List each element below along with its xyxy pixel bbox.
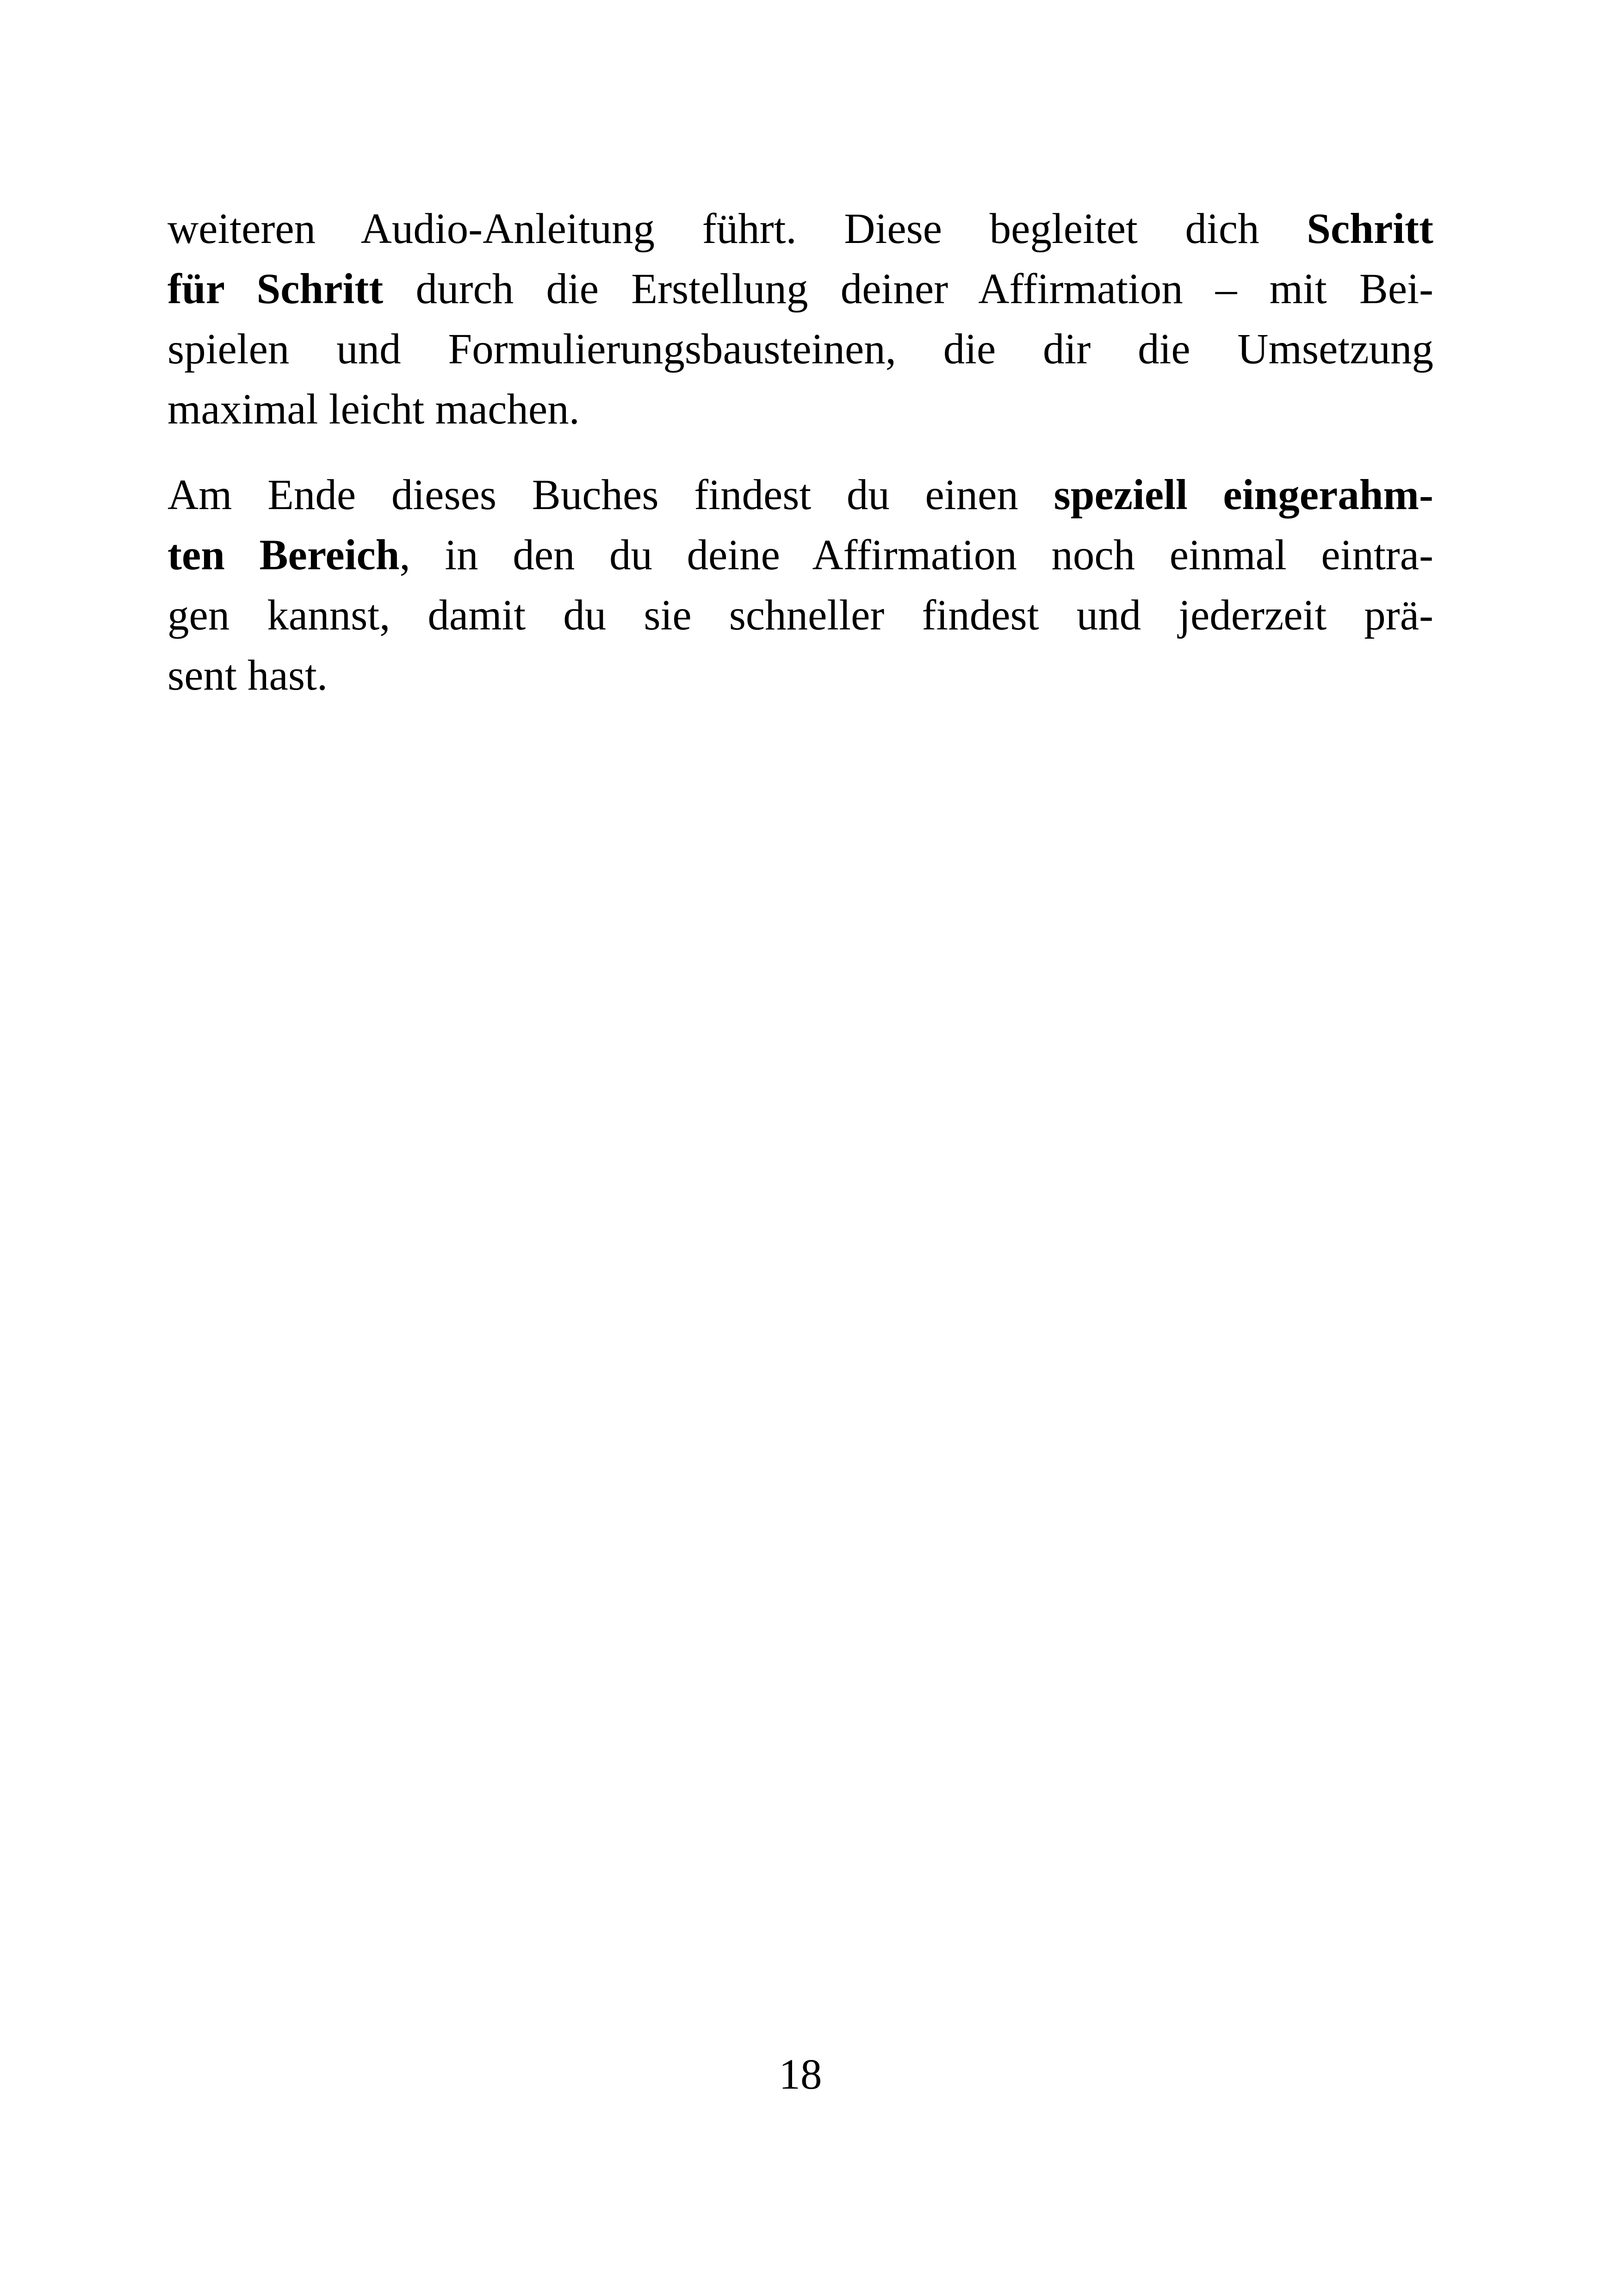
page-number: 18	[779, 2051, 822, 2098]
text-segment: Am Ende dieses Buches findest du einen	[167, 471, 1054, 519]
paragraph	[167, 199, 1433, 440]
text-segment: ten Bereich	[167, 531, 400, 579]
text-line	[167, 585, 1433, 646]
text-line	[167, 646, 1433, 706]
text-line	[167, 525, 1433, 585]
text-line	[167, 319, 1433, 380]
text-segment: maximal leicht machen.	[167, 386, 580, 433]
text-segment: für Schritt	[167, 265, 384, 313]
text-segment: sent hast.	[167, 652, 328, 699]
text-segment: speziell eingerahm-	[1054, 471, 1433, 519]
text-line	[167, 465, 1433, 525]
text-segment: , in den du deine Affirmation noch einmal eintra-	[399, 531, 1433, 579]
paragraph	[167, 465, 1433, 706]
text-segment: durch die Erstellung deiner Affirmation – mit Bei-	[383, 265, 1433, 313]
text-segment: Schritt	[1307, 205, 1433, 253]
text-segment: gen kannst, damit du sie schneller findest und jederzeit prä-	[167, 591, 1433, 639]
text-line	[167, 380, 1433, 440]
text-block	[167, 199, 1433, 706]
text-segment: weiteren Audio-Anleitung führt. Diese begleitet dich	[167, 205, 1307, 253]
text-line	[167, 259, 1433, 319]
text-segment: spielen und Formulierungsbausteinen, die dir die Umsetzung	[167, 325, 1433, 373]
text-line	[167, 199, 1433, 259]
